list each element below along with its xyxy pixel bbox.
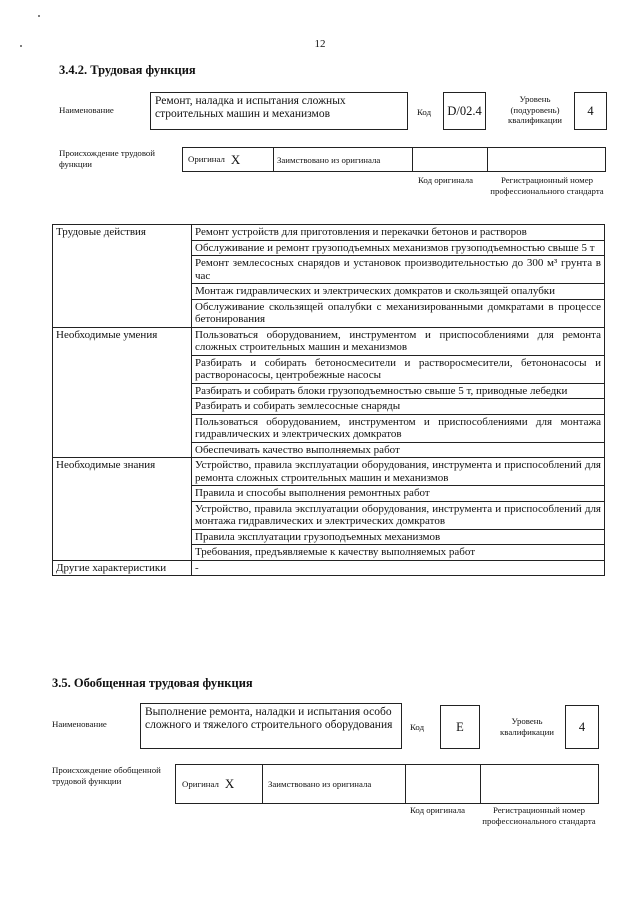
table-cell: Устройство, правила эксплуатации оборудования, инструмента и приспособлений для ремонта сложных строительных машин и механизмов	[192, 458, 605, 486]
divider	[487, 148, 488, 171]
code-label: Код	[417, 107, 432, 117]
section-title: 3.4.2. Трудовая функция	[59, 63, 196, 77]
original-mark: X	[230, 151, 241, 167]
table-row	[53, 327, 605, 355]
section-title: 3.5. Обобщенная трудовая функция	[52, 676, 253, 690]
original-label: Оригинал	[188, 154, 225, 165]
scan-speck	[38, 15, 40, 17]
code-original-caption: Код оригинала	[418, 175, 474, 185]
table-cell: Разбирать и собирать землесосные снаряды	[192, 399, 605, 415]
table-cell: Монтаж гидравлических и электрических домкратов и скользящей опалубки	[192, 284, 605, 300]
code-value-box: D/02.4	[443, 92, 486, 130]
code-value-box: E	[440, 705, 480, 749]
table-cell: -	[192, 560, 605, 576]
table-cell: Пользоваться оборудованием, инструментом и приспособлениями для ремонта сложных строительных машин и механизмов	[192, 327, 605, 355]
generalized-function-name-box: Выполнение ремонта, наладки и испытания особо сложного и тяжелого строительного оборудования	[140, 703, 402, 749]
table-cell: Правила эксплуатации грузоподъемных механизмов	[192, 529, 605, 545]
group-label: Другие характеристики	[53, 560, 192, 576]
name-label: Наименование	[59, 105, 114, 115]
divider	[412, 148, 413, 171]
origin-label: Происхождение обобщенной трудовой функции	[52, 765, 161, 786]
table-cell: Разбирать и собирать блоки грузоподъемностью свыше 5 т, приводные лебедки	[192, 383, 605, 399]
table-cell: Обслуживание и ремонт грузоподъемных механизмов грузоподъемностью свыше 5 т	[192, 240, 605, 256]
group-label: Необходимые знания	[53, 458, 192, 561]
group-label: Трудовые действия	[53, 225, 192, 328]
origin-label: Происхождение трудовой функции	[59, 148, 156, 169]
table-cell: Ремонт устройств для приготовления и перекачки бетонов и растворов	[192, 225, 605, 241]
table-row	[53, 225, 605, 241]
original-label: Оригинал	[182, 778, 219, 789]
table-cell: Ремонт землесосных снарядов и установок производительностью до 300 м³ грунта в час	[192, 256, 605, 284]
divider	[480, 765, 481, 803]
table-cell: Пользоваться оборудованием, инструментом и приспособлениями для монтажа гидравлических и электрических домкратов	[192, 414, 605, 442]
original-cell	[176, 765, 263, 803]
borrowed-label: Заимствовано из оригинала	[268, 779, 372, 789]
table-cell: Требования, предъявляемые к качеству выполняемых работ	[192, 545, 605, 561]
function-name-box: Ремонт, наладка и испытания сложных строительных машин и механизмов	[150, 92, 408, 130]
reg-number-caption: Регистрационный номер профессионального стандарта	[482, 805, 596, 826]
code-label: Код	[410, 722, 425, 732]
table-cell: Разбирать и собирать бетоносмесители и растворосмесители, бетононасосы и растворонасосы, центробежные насосы	[192, 355, 605, 383]
reg-number-caption: Регистрационный номер профессионального стандарта	[490, 175, 604, 196]
original-cell	[183, 148, 274, 171]
table-row	[53, 560, 605, 576]
table-row	[53, 458, 605, 486]
group-label: Необходимые умения	[53, 327, 192, 458]
divider	[405, 765, 406, 803]
table-cell: Обеспечивать качество выполняемых работ	[192, 442, 605, 458]
table-cell: Устройство, правила эксплуатации оборудования, инструмента и приспособлений для монтажа гидравлических и электрических домкратов	[192, 501, 605, 529]
table-cell: Правила и способы выполнения ремонтных работ	[192, 486, 605, 502]
origin-row	[175, 764, 599, 804]
borrowed-label: Заимствовано из оригинала	[277, 155, 381, 165]
labor-function-table	[52, 224, 605, 576]
level-label: Уровень квалификации	[500, 716, 554, 737]
original-mark: X	[224, 776, 235, 791]
table-cell: Обслуживание скользящей опалубки с механизированными домкратами в процессе бетонирования	[192, 299, 605, 327]
page-number: 12	[314, 38, 326, 50]
origin-row	[182, 147, 606, 172]
code-original-caption: Код оригинала	[410, 805, 466, 815]
name-label: Наименование	[52, 719, 107, 729]
level-label: Уровень (подуровень) квалификации	[508, 94, 562, 125]
level-value-box: 4	[565, 705, 599, 749]
level-value-box: 4	[574, 92, 607, 130]
